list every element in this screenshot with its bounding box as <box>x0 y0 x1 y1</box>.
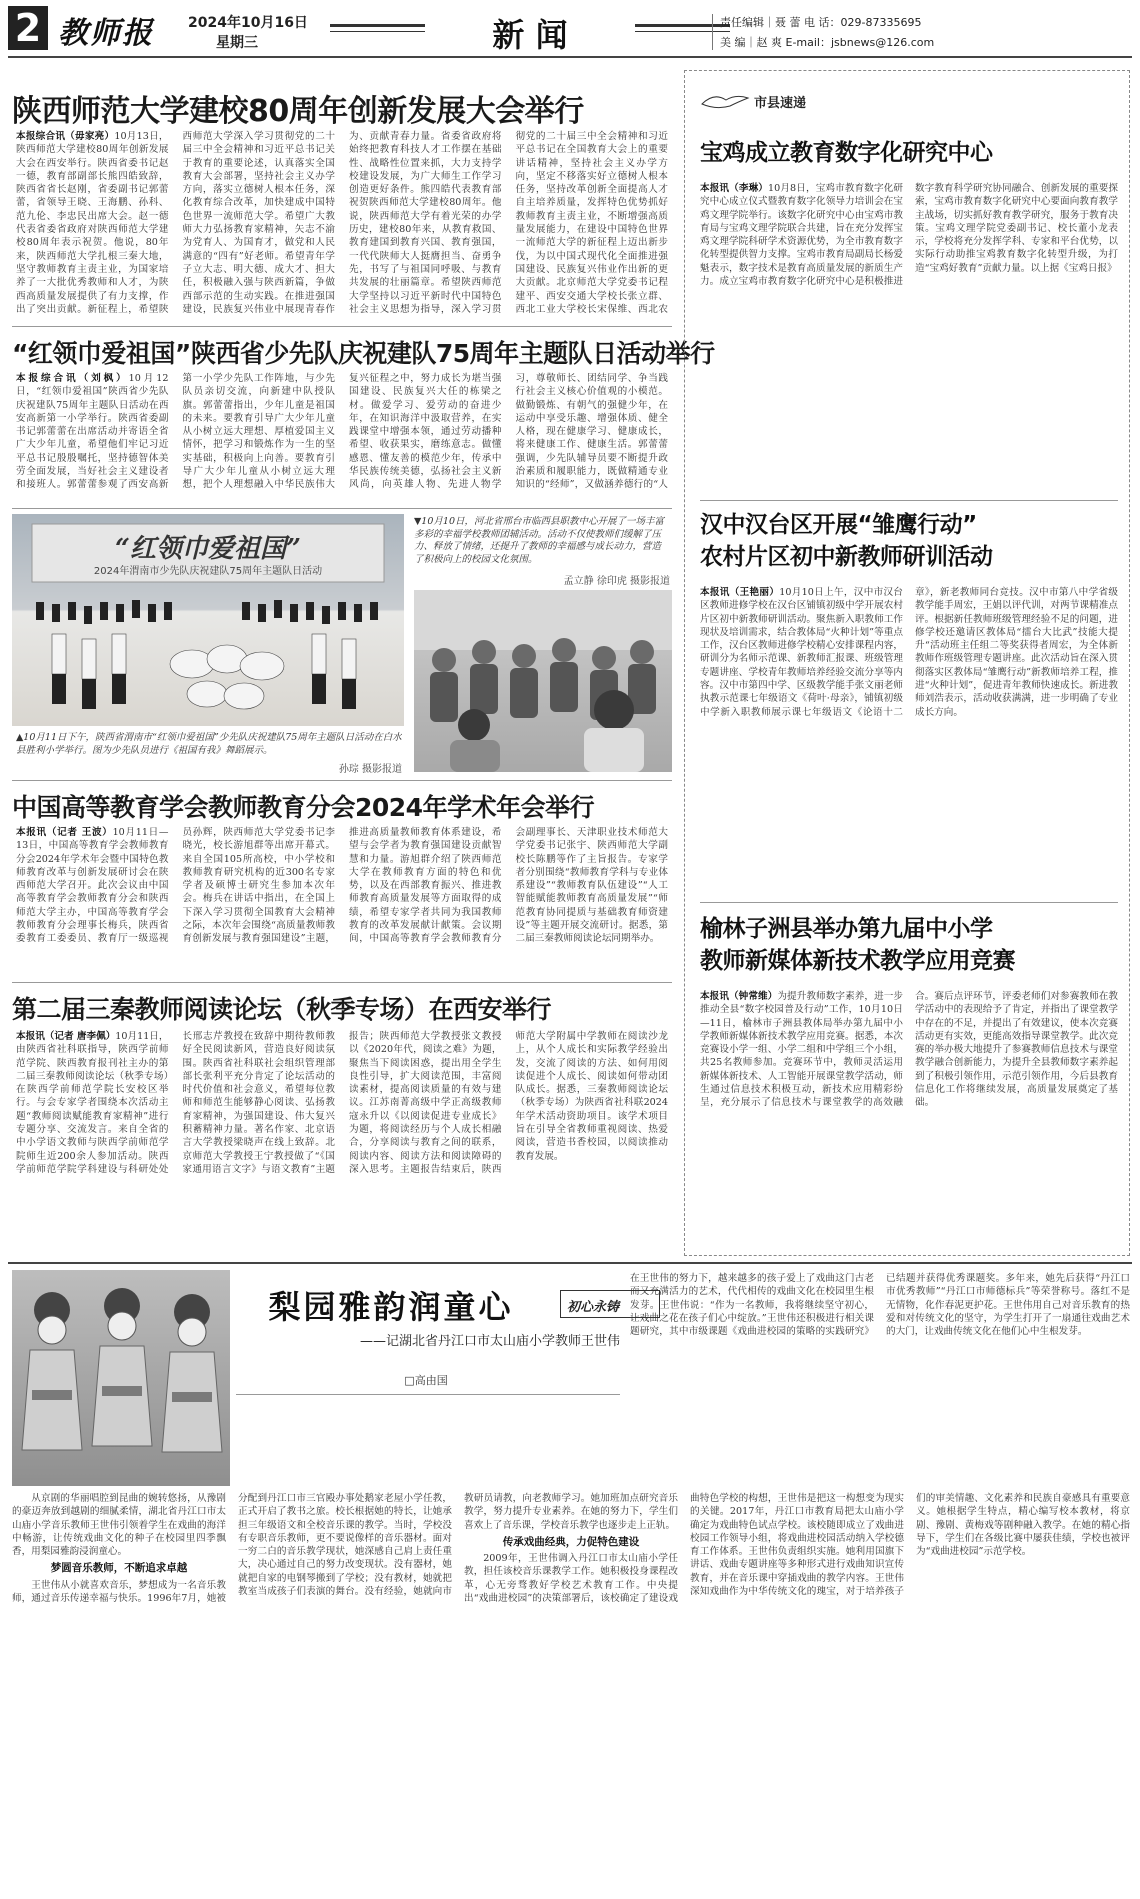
feature-text-3: 在王世伟的努力下，越来越多的孩子爱上了戏曲这门古老而又充满活力的艺术，代代相传的戏曲文化在校园里生根发芽。王世伟说：“作为一名教师，我将继续坚守初心，让戏曲之花在孩子们心中绽放。”王世伟还积极进行相关课题研究，其中市级课题《戏曲进校园的策略的实践研究》已结题并获得优秀课题奖。多年来，她先后获得“丹江口市优秀教师”“丹江口市师德标兵”等荣誉称号。落红不是无情物，化作春泥更护花。王世伟用自己对音乐教育的热爱和对传统文化的坚守，为学生打开了一扇通往戏曲艺术的大门，让戏曲传统文化在他们心中生根发芽。 <box>630 1273 1130 1338</box>
page-number: 2 <box>8 6 48 50</box>
feature-head-divider <box>236 1394 620 1395</box>
section-rule-left <box>330 24 425 32</box>
photo-teacher-group-activity <box>414 590 672 772</box>
issue-date: 2024年10月16日 <box>188 15 308 31</box>
feature-top-rule <box>8 1262 1132 1264</box>
feature-subheadline: ——记湖北省丹江口市太山庙小学教师王世伟 <box>359 1334 620 1349</box>
sidebar-tag-label: 市县速递 <box>754 96 807 111</box>
sidebar-divider-2 <box>700 902 1118 903</box>
issue-weekday: 星期三 <box>216 35 258 51</box>
photo-opera-students-image <box>12 1270 230 1486</box>
article1-body <box>16 130 668 318</box>
sidebar-tag <box>700 90 820 112</box>
masthead-bottom-rule <box>8 56 1132 58</box>
sidebar-item2-body <box>700 586 1118 892</box>
photo-red-scarf-dance <box>12 514 404 726</box>
sidebar-item3-body <box>700 990 1118 1244</box>
feature-column-tag-label: 初心永铸 <box>567 1300 620 1315</box>
feature-text-2: 2009年，王世伟调入丹江口市太山庙小学任教，担任该校音乐课教学工作。她积极投身课程改革，心无旁骛教好学校艺术教育工作。中央提出“戏曲进校园”的决策部署后，该校确定了建设戏曲特色学校的构想，王世伟是把这一构想变为现实的关键。2017年，丹江口市教育局把太山庙小学确定为戏曲特色试点学校。该校随即成立了戏曲进校园工作领导小组，将戏曲进校园活动纳入学校德育工作体系。王世伟负责组织实施。她利用国旗下讲话、戏曲专题讲座等多种形式进行戏曲知识宣传教育，并在音乐课中穿插戏曲的教学内容。王世伟深知戏曲作为中华传统文化的瑰宝，对于培养孩子们的审美情趣、文化素养和民族自豪感具有重要意义。她根据学生特点，精心编写校本教材，将京剧、豫剧、黄梅戏等剧种融入教学。在她的精心指导下，学生们在各级比赛中屡获佳绩，学校也被评为“戏曲进校园”示范学校。 <box>464 1493 1130 1605</box>
sidebar-item2-lead: 本报讯（王艳丽） <box>700 587 780 598</box>
article4-headline: 第二届三秦教师阅读论坛（秋季专场）在西安举行 <box>12 995 552 1024</box>
article3-divider <box>12 982 672 983</box>
sidebar-divider-1 <box>700 500 1118 501</box>
article2-lead: 本报综合讯（刘枫） <box>16 373 129 384</box>
masthead-divider-vertical <box>712 14 713 50</box>
article4-text: 10月11日，由陕西省社科联指导，陕西学前师范学院、陕西教育报刊社主办的第二届三秦教师阅读论坛（秋季专场）在陕西学前师范学院长安校区举行。与会专家学者围绕本次活动主题“教师阅读赋能教育家精神”进行专题分享、交流发言。来自全省的中小学语文教师与陕西学前师范学院师生近200余人参加活动。陕西学前师范学院学科建设与科研处处长邢志芹教授在致辞中期待教师教好全民阅读新风，营造良好阅读氛围。陕西省社科联社会组织管理部部长张利平充分肯定了论坛活动的时代价值和社会意义，希望每位教师和师范生能够静心阅读、弘扬教育家精神，为强国建设、伟大复兴积蓄精神力量。著名作家、北京语言大学教授梁晓声在线上致辞。北京师范大学教授王宁教授做了“《国家通用语言文字》与语文教育”主题报告；陕西师范大学教授张文教授以《2020年代，阅读之难》为题，聚焦当下阅读困惑，提出用全学生良性引导，扩大阅读范围，丰富阅读素材，提高阅读质量的有效与建议。江苏南菁高级中学正高级教师寇永升以《以阅读促进专业成长》为题，将阅读经历与个人成长相融合，分享阅读与教育之间的联系，阅读内容、阅读方法和阅读障碍的深入思考。主题报告结束后，陕西师范大学附属中学教师在阅读沙龙上，从个人成长和实际教学经验出发，交流了阅读的方法、如何用阅读促进个人成长、阅读如何带动团队成长。据悉，三秦教师阅读论坛（秋季专场）为陕西省社科联2024年学术活动资助项目。该学术项目旨在引导全省教师重视阅读、热爱阅读，营造书香校园，以阅读推动教育发展。 <box>16 1031 668 1175</box>
article3-lead: 本报讯（记者 王波） <box>16 827 113 838</box>
sidebar-item1-headline: 宝鸡成立教育数字化研究中心 <box>700 140 993 166</box>
feature-subheading-2: 传承戏曲经典，力促特色建设 <box>502 1535 640 1548</box>
photo2-credit: 孟立静 徐印虎 摄影报道 <box>563 576 670 587</box>
feature-body-main <box>12 1492 1130 1892</box>
article3-headline: 中国高等教育学会教师教育分会2024年学术年会举行 <box>12 793 595 822</box>
article4-body <box>16 1030 668 1246</box>
photo-section-divider <box>12 780 672 781</box>
feature-text-1: 王世伟从小就喜欢音乐，梦想成为一名音乐教师，通过音乐传递幸福与快乐。1996年7月，她被分配到丹江口市三官殿办事处鹅家老屋小学任教，正式开启了教书之旅。校长根据她的特长，让她承担三年级语文和全校音乐课的教学。当时，学校没有专职音乐教师，更不要说像样的音乐器材。面对一穷二白的音乐教学现状，她深感自己肩上责任重大，决心通过自己的努力改变现状。没有器材，她就把自家的电钢琴搬到了学校；没有教材，她就把教室当成孩子们表演的舞台。没有经验，她就向市教研员请教，向老教师学习。她加班加点研究音乐教学，努力提升专业素养。在她的努力下，学生们喜欢上了音乐课，学校音乐教学也逐步走上正轨。 <box>12 1493 678 1605</box>
photo-opera-students <box>12 1270 230 1486</box>
sidebar-item2-text: 10月10日上午，汉中市汉台区教师进修学校在汉台区铺镇初级中学开展农村片区初中新教师研训活动。聚焦新入职教师工作现状及培训需求，结合教体局“火种计划”等重点工作，汉台区教师进修学校精心安排课程内容，研训分为名师示范课、新教师汇报课、班级管理专题讲座、学校青年教师培养经验交流分享等内容。汉中市第四中学、区级教学能手张文丽老师执教示范课七年级语文《荷叶·母亲》，铺镇初级中学新入职教师展示课七年级语文《论语十二章》，新老教师同台竞技。汉中市第八中学省级教学能手周宏，王娟以评代训，对两节课精准点评。根据新任教师班级管理经验不足的问题，进修学校还邀请区教体局“擂台大比武”技能大提升“活动班主任组二等奖获得者周宏，为全体新教师作班级管理专题讲座。此次活动旨在深入贯彻落实区教体局“雏鹰行动”新教师培养工程，推进“火种计划”，促进青年教师快速成长。新进教师刘浩表示，活动收获满满，进一步明确了专业成长方向。 <box>700 587 1118 718</box>
section-rule-right <box>635 24 730 32</box>
editor-line: 责任编辑｜聂 蕾 电 话：029-87335695 <box>720 16 922 29</box>
sidebar-item3-headline-line2: 教师新媒体新技术教学应用竞赛 <box>700 948 1015 974</box>
feature-intro: 从京剧的华丽唱腔到昆曲的婉转悠扬，从豫剧的豪迈奔放到越剧的细腻柔情，湖北省丹江口市太山庙小学音乐教师王世伟引领着学生在戏曲的海洋中畅游，让传统戏曲文化的种子在校园里四季飘香，用梨园雅韵浸润童心。 <box>12 1493 226 1558</box>
article3-text: 10月11日—13日，中国高等教育学会教师教育分会2024年学术年会暨中国特色教师教育改革与创新发展研讨会在陕西师范大学召开。此次会议由中国高等教育学会教师教育分会和陕西师范大学主办，中国高等教育学会教师教育分会理事长梅兵，陕西省委教育工委委员、教育厅一级巡视员孙辉，陕西师范大学党委书记李晓光，校长游旭群等出席开幕式。来自全国105所高校，中小学校和教师教育研究机构的近300名专家学者及硕博士研究生参加本次年会。梅兵在讲话中指出，在全国上下深入学习贯彻全国教育大会精神之际，本次年会围绕“高质量教师教育创新发展与教育强国建设”主题，推进高质量教师教育体系建设，希望与会学者为教育强国建设贡献智慧和力量。游旭群介绍了陕西师范大学在教师教育方面的特色和优势，以及在西部教育振兴、推进教师教育高质量发展等方面取得的成绩，希望专家学者共同为我国教师教育的改革发展献计献策。会议期间，中国高等教育学会教师教育分会副理事长、天津职业技术师范大学党委书记张宇、陕西师范大学副校长陈鹏等作了主旨报告。专家学者分别围绕“教师教育学科与专业体系建设”“教师教育队伍建设”“人工智能赋能教师教育高质量发展”“师范教育协同提质与基础教育师资建设”等主题开展交流研讨。据悉，第二届三秦教师阅读论坛同期举办。 <box>16 827 668 945</box>
article1-lead: 本报综合讯（毋家亮） <box>16 131 115 142</box>
article4-lead: 本报讯（记者 唐李佩） <box>16 1031 116 1042</box>
article2-body <box>16 372 668 504</box>
photo1-caption: ▲10月11日下午，陕西省渭南市“红领巾爱祖国”少先队庆祝建队75周年主题队日活动在白水县胜利小学举行。图为少先队员进行《祖国有我》舞蹈展示。 <box>16 732 402 756</box>
sidebar-item1-text: 10月8日，宝鸡市教育数字化研究中心成立仪式暨教育数字化领导力培训会在宝鸡文理学院举行。该数字化研究中心由宝鸡市教育局与宝鸡文理学院联合共建，旨在充分发挥宝鸡文理学院科研学术资源优势，为全市教育数字化转型提供智力支撑。宝鸡市教育局副局长杨爱魁表示，数字技术是教育高质量发展的新质生产力。成立宝鸡市教育数字化研究中心是积极推进数字教育科学研究协同融合、创新发展的重要探索，宝鸡市教育数字化研究中心要面向教育教学主战场，切实抓好教育教学研究，服务于教育决策。宝鸡文理学院党委副书记、校长董小龙表示，学校将充分发挥学科、专家和平台优势，以实际行动助推宝鸡教育数字化转型升级，为打造“宝鸡好教育”贡献力量。以上据《宝鸡日报》 <box>700 183 1118 288</box>
masthead <box>0 0 1140 62</box>
sidebar-item3-headline-line1: 榆林子洲县举办第九届中小学 <box>700 916 993 942</box>
sidebar-item3-lead: 本报讯（钟常维） <box>700 991 778 1002</box>
sidebar-item1-lead: 本报讯（李琳） <box>700 183 768 194</box>
designer-line: 美 编｜赵 爽 E-mail：jsbnews@126.com <box>720 36 935 49</box>
photo-banner-subtext: 2024年渭南市少先队庆祝建队75周年主题队日活动 <box>93 566 323 577</box>
feature-subheading-1: 梦圆音乐教师，不断追求卓越 <box>50 1562 188 1575</box>
article1-divider <box>12 326 672 327</box>
section-title: 新 闻 <box>492 16 568 54</box>
article2-headline: “红领巾爱祖国”陕西省少先队庆祝建队75周年主题队日活动举行 <box>12 339 715 368</box>
sidebar-item2-headline-line1: 汉中汉台区开展“雏鹰行动” <box>700 512 977 538</box>
feature-byline: □高由国 <box>404 1374 448 1387</box>
photo1-credit: 孙琮 摄影报道 <box>338 764 402 775</box>
paper-name: 教师报 <box>58 16 154 51</box>
sidebar-item1-body <box>700 182 1118 490</box>
photo2-caption: ▼10月10日，河北省邢台市临西县职教中心开展了一场丰富多彩的幸福学校教师团辅活动。活动不仅使教师们缓解了压力、释放了情绪，还提升了教师的幸福感与成长动力，营造了积极向上的校园文化氛围。 <box>414 516 664 565</box>
photo-teacher-group-activity-image <box>414 590 672 772</box>
article3-body <box>16 826 668 976</box>
article2-text: 10月12日，“红领巾爱祖国”陕西省少先队庆祝建队75周年主题队日活动在西安高新第一小学举行。陕西省委副书记郭蕾蕾在出席活动并寄语全省广大少年儿童，希望他们牢记习近平总书记殷殷嘱托，坚持德智体美劳全面发展，当好社会主义建设者和接班人。郭蕾蕾参观了西安高新第一小学少先队工作阵地，与少先队员亲切交流，向新建中队授队旗。郭蕾蕾指出，少年儿童是祖国的未来。要教育引导广大少年儿童从小树立远大理想、厚植爱国主义情怀，把学习和锻炼作为一生的坚实基础，积极向上向善。要教育引导广大少年儿童从小树立远大理想，把个人理想融入中华民族伟大复兴征程之中，努力成长为堪当强国建设、民族复兴大任的栋梁之材。做爱学习、爱劳动的奋进少年，在知识海洋中汲取营养，在实践课堂中增强本领，通过劳动播种希望、收获果实，磨练意志。做懂感恩、懂友善的模范少年，传承中华民族传统美德，弘扬社会主义新风尚，向英雄人物、先进人物学习，尊敬师长、团结同学、争当践行社会主义核心价值观的小模范。做勤锻炼、有朝气的强健少年，在运动中享受乐趣、增强体质、健全人格，现在健康学习、健康成长，将来健康工作、健康生活。郭蕾蕾强调，少先队辅导员要不断提升政治素质和履职能力，既做精通专业知识的“经师”，又做涵养德行的“人 <box>16 373 668 491</box>
feature-headline: 梨园雅韵润童心 <box>268 1288 514 1326</box>
feature-body-right <box>630 1272 1130 1486</box>
article1-headline: 陕西师范大学建校80周年创新发展大会举行 <box>12 94 584 129</box>
article2-divider <box>12 508 672 509</box>
sidebar-item3-text: 为提升教师数字素养，进一步推动全县“数字校园普及行动”工作，10月10日—11日，榆林市子洲县教体局举办第九届中小学教师新媒体新技术教学应用竞赛。据悉，本次竞赛设小学一组、小学二组和中学组三个小组，共25名教师参加。竞赛环节中，教师灵活运用新媒体新技术、人工智能开展课堂教学活动，师生通过信息技术积极互动，新技术应用精彩纷呈，充分展示了信息技术与课堂教学的高效融合。赛后点评环节，评委老师们对参赛教师在教学活动中的表现给予了肯定，并指出了课堂教学中存在的不足，并提出了有效建议，使本次竞赛活动更有实效，更能高效指导课堂教学。此次竞赛的举办极大地提升了参赛教师信息技术与课堂教学融合创新能力，为提升全县教师数字素养起到了积极引领作用，示范引领作用，今后县教育信息化工作将继续发展，高质量发展奠定了基础。 <box>700 991 1118 1109</box>
section-banner <box>330 14 730 54</box>
article1-text: 10月13日，陕西师范大学建校80周年创新发展大会在西安举行。陕西省委书记赵一德，教育部副部长熊四皓致辞，陕西省省长赵刚，省委副书记郭蕾蕾，省领导王晓、王海鹏、孙科、范九伦、李忠民出席大会。赵一德代表省委省政府对陕西师范大学建校80周年表示祝贺。他说，80年来，陕西师范大学扎根三秦大地，坚守教师教育主责主业，为国家培养了一大批优秀教师和人才，为陕西高质量发展提供了有力支撑，作出了突出贡献。新征程上，希望陕西师范大学深入学习贯彻党的二十届三中全会精神和习近平总书记关于教育的重要论述，认真落实全国教育大会部署，坚持社会主义办学方向，落实立德树人根本任务，深化教育综合改革，加快建成中国特色世界一流师范大学。希望广大教师大力弘扬教育家精神，矢志不渝为党育人、为国育才，做党和人民满意的“四有”好老师。希望青年学子立大志、明大德、成大才、担大任，积极融入强与陕西新篇，争做西部示范的生动实践。在推进强国建设，民族复兴伟业中展现青春作为、贡献青春力量。省委省政府将始终把教育科技人才工作摆在基础性、战略性位置来抓，大力支持学校建设发展，为广大师生工作学习创造更好条件。熊四皓代表教育部祝贺陕西师范大学建校80周年。他说，陕西师范大学有着光荣的办学历史，建校80年来，从教育救国、教育建国到教育兴国、教育强国，一代代陕师大人挺膺担当、奋勇争先，书写了与祖国同呼吸、与教育共发展的壮丽篇章。希望陕西师范大学坚持以习近平新时代中国特色社会主义思想为指导，深入学习贯彻党的二十届三中全会精神和习近平总书记在全国教育大会上的重要讲话精神，坚持社会主义办学方向，坚定不移落实好立德树人根本任务，坚持改革创新全面提高人才自主培养质量，发挥特色优势抓好教师教育主责主业，不断增强高质量发展能力，在建设中国特色世界一流师范大学的新征程上迈出新步伐，为以中国式现代化全面推进强国建设、民族复兴伟业作出新的更大贡献。北京师范大学党委书记程建平、西安交通大学校长张立群、西北工业大学校长宋保维、西北农 <box>16 131 668 315</box>
photo-banner-text: “红领巾爱祖国” <box>115 534 301 564</box>
sidebar-item2-headline-line2: 农村片区初中新教师研训活动 <box>700 544 993 570</box>
bird-icon <box>700 90 750 112</box>
